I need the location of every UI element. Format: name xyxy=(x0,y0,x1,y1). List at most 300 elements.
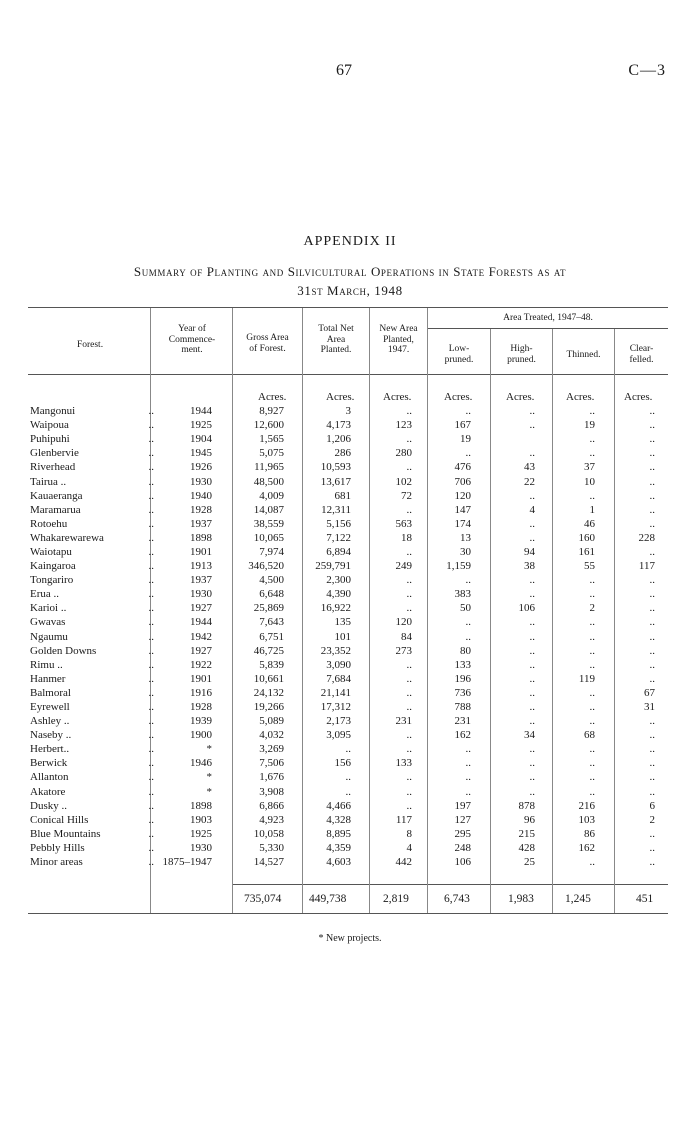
cell-clear: 67 xyxy=(644,686,655,699)
cell-net: 10,593 xyxy=(320,461,351,474)
cell-forest: Maramarua xyxy=(30,503,81,516)
cell-year: 1925 xyxy=(190,419,212,432)
leader-dots: .. xyxy=(148,743,154,756)
cell-forest: Erua .. xyxy=(30,588,60,601)
cell-forest: Allanton xyxy=(30,771,69,784)
cell-gross: 5,075 xyxy=(259,447,284,460)
cell-year: 1898 xyxy=(190,799,212,812)
cell-high: .. xyxy=(529,574,535,587)
cell-forest: Kaingaroa xyxy=(30,560,76,573)
cell-year: 1901 xyxy=(190,672,212,685)
cell-gross: 7,506 xyxy=(259,757,284,770)
header-net-line-2: Area xyxy=(326,334,346,345)
cell-high: .. xyxy=(529,588,535,601)
table-row xyxy=(30,644,659,658)
cell-net: 8,895 xyxy=(326,827,351,840)
cell-thinned: 103 xyxy=(578,813,595,826)
cell-new: 273 xyxy=(395,644,412,657)
cell-clear: .. xyxy=(649,489,655,502)
cell-thinned: 2 xyxy=(589,602,595,615)
cell-clear: .. xyxy=(649,419,655,432)
summary-title xyxy=(20,262,680,300)
cell-low: 196 xyxy=(454,672,471,685)
cell-net: 13,617 xyxy=(320,475,351,488)
cell-year: 1940 xyxy=(190,489,212,502)
cell-year: 1944 xyxy=(190,616,212,629)
cell-new: 563 xyxy=(395,517,412,530)
header-new-line-1: New Area xyxy=(379,324,418,334)
leader-dots: .. xyxy=(148,856,154,869)
cell-low: .. xyxy=(465,574,471,587)
table-row xyxy=(30,601,659,615)
cell-year: 1937 xyxy=(190,517,212,530)
header-gross-line-1: Gross Area xyxy=(246,333,289,343)
cell-clear: .. xyxy=(649,588,655,601)
cell-new: .. xyxy=(406,602,412,615)
cell-high: 43 xyxy=(524,461,535,474)
cell-high: 25 xyxy=(524,856,535,869)
total-low: 6,743 xyxy=(444,893,470,905)
cell-thinned: .. xyxy=(589,447,595,460)
header-year xyxy=(152,324,232,356)
cell-gross: 14,527 xyxy=(253,856,284,869)
cell-low: 197 xyxy=(454,799,471,812)
cell-high: .. xyxy=(529,405,535,418)
cell-high: .. xyxy=(529,672,535,685)
cell-clear: .. xyxy=(649,447,655,460)
cell-low: .. xyxy=(465,616,471,629)
cell-net: 12,311 xyxy=(321,503,351,516)
cell-year: 1928 xyxy=(190,701,212,714)
cell-thinned: 216 xyxy=(578,799,595,812)
leader-dots: .. xyxy=(148,813,154,826)
cell-clear: .. xyxy=(649,827,655,840)
leader-dots: .. xyxy=(148,461,154,474)
cell-thinned: .. xyxy=(589,757,595,770)
cell-clear: .. xyxy=(649,517,655,530)
header-gross-line-2: of Forest. xyxy=(249,343,286,354)
cell-year: 1925 xyxy=(190,827,212,840)
cell-low: .. xyxy=(465,771,471,784)
cell-thinned: .. xyxy=(589,743,595,756)
cell-gross: 1,676 xyxy=(259,771,284,784)
cell-gross: 4,009 xyxy=(259,489,284,502)
cell-forest: Glenbervie xyxy=(30,447,79,460)
cell-clear: .. xyxy=(649,545,655,558)
cell-thinned: 119 xyxy=(578,672,595,685)
cell-net: 21,141 xyxy=(320,686,351,699)
table-row xyxy=(30,446,659,460)
cell-year: 1875–1947 xyxy=(162,856,212,869)
cell-gross: 7,974 xyxy=(259,545,284,558)
summary-title-line-2: 31st March, 1948 xyxy=(297,283,403,298)
header-high-line-1: High- xyxy=(510,344,533,354)
cell-net: .. xyxy=(345,785,351,798)
cell-new: .. xyxy=(406,461,412,474)
cell-high: .. xyxy=(529,743,535,756)
cell-new: .. xyxy=(406,545,412,558)
table-row xyxy=(30,432,659,446)
header-forest: Forest. xyxy=(76,340,104,350)
cell-high: 94 xyxy=(524,545,535,558)
cell-clear: .. xyxy=(649,630,655,643)
cell-forest: Pebbly Hills xyxy=(30,841,85,854)
cell-thinned: 46 xyxy=(584,517,595,530)
leader-dots: .. xyxy=(148,560,154,573)
cell-gross: 6,648 xyxy=(259,588,284,601)
units-low: Acres. xyxy=(444,391,473,403)
cell-low: 706 xyxy=(454,475,471,488)
cell-gross: 4,032 xyxy=(259,729,284,742)
table-row xyxy=(30,672,659,686)
cell-year: 1939 xyxy=(190,715,212,728)
cell-forest: Golden Downs xyxy=(30,644,97,657)
cell-clear: .. xyxy=(649,616,655,629)
table-top-rule xyxy=(28,307,668,308)
table-row xyxy=(30,630,659,644)
cell-high: 34 xyxy=(524,729,535,742)
cell-clear: .. xyxy=(649,743,655,756)
cell-new: .. xyxy=(406,701,412,714)
cell-year: * xyxy=(206,771,212,784)
table-row xyxy=(30,474,659,488)
cell-thinned: .. xyxy=(589,658,595,671)
header-year-line-3: ment. xyxy=(181,345,203,355)
cell-forest: Waipoua xyxy=(30,419,69,432)
cell-net: 4,390 xyxy=(326,588,351,601)
cell-high: .. xyxy=(529,517,535,530)
cell-thinned: .. xyxy=(589,771,595,784)
leader-dots: .. xyxy=(148,729,154,742)
cell-high: 428 xyxy=(518,841,535,854)
cell-net: 2,173 xyxy=(326,715,351,728)
leader-dots: .. xyxy=(148,588,154,601)
leader-dots: .. xyxy=(148,799,154,812)
cell-new: .. xyxy=(406,743,412,756)
leader-dots: .. xyxy=(148,785,154,798)
leader-dots: .. xyxy=(148,841,154,854)
cell-new: .. xyxy=(406,729,412,742)
cell-high: .. xyxy=(529,658,535,671)
cell-high: .. xyxy=(529,419,535,432)
table-row xyxy=(30,813,659,827)
cell-new: 231 xyxy=(395,715,412,728)
cell-new: .. xyxy=(406,672,412,685)
header-clear-line-1: Clear- xyxy=(629,344,654,354)
leader-dots: .. xyxy=(148,827,154,840)
footnote: * New projects. xyxy=(318,933,382,944)
table-row xyxy=(30,827,659,841)
cell-low: 19 xyxy=(460,433,471,446)
cell-clear: .. xyxy=(649,757,655,770)
cell-clear: .. xyxy=(649,644,655,657)
cell-clear: .. xyxy=(649,461,655,474)
cell-thinned: 160 xyxy=(578,531,595,544)
cell-year: 1942 xyxy=(190,630,212,643)
cell-thinned: 10 xyxy=(584,475,595,488)
cell-new: 4 xyxy=(406,841,412,854)
cell-forest: Minor areas xyxy=(30,856,83,869)
cell-thinned: .. xyxy=(589,686,595,699)
cell-high: 4 xyxy=(529,503,535,516)
cell-forest: Hanmer xyxy=(30,672,66,685)
cell-thinned: .. xyxy=(589,701,595,714)
cell-forest: Waiotapu xyxy=(30,545,72,558)
cell-forest: Dusky .. xyxy=(30,799,67,812)
cell-low: 248 xyxy=(454,841,471,854)
cell-high: .. xyxy=(529,447,535,460)
cell-net: .. xyxy=(345,771,351,784)
leader-dots: .. xyxy=(148,405,154,418)
header-net-line-3: Planted. xyxy=(320,345,352,355)
leader-dots: .. xyxy=(148,630,154,643)
leader-dots: .. xyxy=(148,447,154,460)
leader-dots: .. xyxy=(148,715,154,728)
table-row xyxy=(30,799,659,813)
cell-clear: .. xyxy=(649,574,655,587)
cell-new: .. xyxy=(406,503,412,516)
cell-thinned: 37 xyxy=(584,461,595,474)
table-row xyxy=(30,714,659,728)
header-net xyxy=(303,324,369,356)
leader-dots: .. xyxy=(148,503,154,516)
header-bottom-rule xyxy=(28,374,668,375)
leader-dots: .. xyxy=(148,433,154,446)
cell-net: 286 xyxy=(334,447,351,460)
cell-clear: .. xyxy=(649,602,655,615)
cell-new: 117 xyxy=(395,813,412,826)
cell-new: .. xyxy=(406,658,412,671)
cell-high: .. xyxy=(529,630,535,643)
cell-forest: Herbert.. xyxy=(30,743,70,756)
table-row xyxy=(30,841,659,855)
table-row xyxy=(30,545,659,559)
leader-dots: .. xyxy=(148,517,154,530)
cell-forest: Karioi .. xyxy=(30,602,67,615)
cell-thinned: .. xyxy=(589,588,595,601)
summary-title-line-1: Summary of Planting and Silvicultural Operations in State Forests as at xyxy=(133,264,567,279)
header-year-line-2: Commence- xyxy=(168,334,216,345)
cell-forest: Whakarewarewa xyxy=(30,531,104,544)
cell-low: .. xyxy=(465,757,471,770)
cell-forest: Ashley .. xyxy=(30,715,70,728)
cell-high: 96 xyxy=(524,813,535,826)
header-new-line-2: Planted, xyxy=(383,334,414,345)
cell-new: 123 xyxy=(395,419,412,432)
cell-net: 101 xyxy=(334,630,351,643)
cell-forest: Ngaumu xyxy=(30,630,68,643)
cell-thinned: 161 xyxy=(578,545,595,558)
cell-gross: 1,565 xyxy=(259,433,284,446)
cell-gross: 14,087 xyxy=(253,503,284,516)
cell-high: 215 xyxy=(518,827,535,840)
cell-thinned: .. xyxy=(589,489,595,502)
cell-year: 1901 xyxy=(190,545,212,558)
cell-low: .. xyxy=(465,405,471,418)
table-row xyxy=(30,756,659,770)
table-row xyxy=(30,700,659,714)
cell-clear: .. xyxy=(649,658,655,671)
cell-gross: 4,923 xyxy=(259,813,284,826)
cell-forest: Puhipuhi xyxy=(30,433,70,446)
cell-low: 147 xyxy=(454,503,471,516)
cell-low: 50 xyxy=(460,602,471,615)
page-reference: C—3 xyxy=(628,62,666,79)
header-year-line-1: Year of xyxy=(178,324,206,334)
cell-high: .. xyxy=(529,489,535,502)
header-clear xyxy=(615,344,668,365)
leader-dots: .. xyxy=(148,489,154,502)
cell-thinned: 68 xyxy=(584,729,595,742)
cell-gross: 10,058 xyxy=(253,827,284,840)
header-treated-group: Area Treated, 1947–48. xyxy=(503,313,593,323)
cell-low: 295 xyxy=(454,827,471,840)
total-high: 1,983 xyxy=(508,893,534,905)
leader-dots: .. xyxy=(148,574,154,587)
cell-net: .. xyxy=(345,743,351,756)
cell-gross: 24,132 xyxy=(253,686,284,699)
cell-net: 4,328 xyxy=(326,813,351,826)
cell-new: 8 xyxy=(406,827,412,840)
table-row xyxy=(30,785,659,799)
cell-high: .. xyxy=(529,771,535,784)
units-gross: Acres. xyxy=(258,391,287,403)
header-clear-line-2: felled. xyxy=(629,354,654,365)
table-row xyxy=(30,531,659,545)
leader-dots: .. xyxy=(148,658,154,671)
cell-net: 156 xyxy=(334,757,351,770)
cell-net: 1,206 xyxy=(326,433,351,446)
cell-forest: Blue Mountains xyxy=(30,827,101,840)
table-row xyxy=(30,728,659,742)
cell-low: 127 xyxy=(454,813,471,826)
leader-dots: .. xyxy=(148,616,154,629)
cell-new: .. xyxy=(406,588,412,601)
cell-gross: 8,927 xyxy=(259,405,284,418)
header-low-line-2: pruned. xyxy=(444,354,474,365)
cell-low: 736 xyxy=(454,686,471,699)
cell-year: 1926 xyxy=(190,461,212,474)
cell-low: 13 xyxy=(460,531,471,544)
cell-thinned: 1 xyxy=(589,503,595,516)
cell-forest: Conical Hills xyxy=(30,813,89,826)
cell-clear: .. xyxy=(649,715,655,728)
cell-year: 1928 xyxy=(190,503,212,516)
table-row xyxy=(30,460,659,474)
cell-year: 1946 xyxy=(190,757,212,770)
table-row xyxy=(30,658,659,672)
cell-gross: 25,869 xyxy=(253,602,284,615)
cell-low: 788 xyxy=(454,701,471,714)
leader-dots: .. xyxy=(148,644,154,657)
appendix-title: APPENDIX II xyxy=(303,234,397,249)
cell-gross: 3,908 xyxy=(259,785,284,798)
cell-year: 1930 xyxy=(190,588,212,601)
header-low-line-1: Low- xyxy=(448,344,470,354)
leader-dots: .. xyxy=(148,602,154,615)
cell-low: 30 xyxy=(460,545,471,558)
cell-forest: Riverhead xyxy=(30,461,76,474)
cell-forest: Akatore xyxy=(30,785,66,798)
table-row xyxy=(30,503,659,517)
cell-high: .. xyxy=(529,701,535,714)
cell-low: .. xyxy=(465,743,471,756)
cell-thinned: .. xyxy=(589,630,595,643)
cell-low: 120 xyxy=(454,489,471,502)
cell-new: .. xyxy=(406,405,412,418)
header-low xyxy=(428,344,490,365)
cell-forest: Rimu .. xyxy=(30,658,63,671)
table-row xyxy=(30,587,659,601)
cell-year: * xyxy=(206,785,212,798)
table-row xyxy=(30,742,659,756)
cell-thinned: .. xyxy=(589,616,595,629)
table-row xyxy=(30,855,659,869)
cell-year: 1898 xyxy=(190,531,212,544)
leader-dots: .. xyxy=(148,475,154,488)
cell-clear: .. xyxy=(649,475,655,488)
cell-low: 167 xyxy=(454,419,471,432)
cell-low: .. xyxy=(465,785,471,798)
cell-year: 1922 xyxy=(190,658,212,671)
cell-year: 1927 xyxy=(190,644,212,657)
cell-gross: 10,065 xyxy=(253,531,284,544)
cell-clear: 6 xyxy=(649,799,655,812)
cell-low: .. xyxy=(465,630,471,643)
cell-low: 106 xyxy=(454,856,471,869)
cell-clear: .. xyxy=(649,433,655,446)
cell-clear: .. xyxy=(649,856,655,869)
treated-group-rule xyxy=(427,328,668,329)
cell-new: 133 xyxy=(395,757,412,770)
cell-clear: 31 xyxy=(644,701,655,714)
total-net: 449,738 xyxy=(309,893,347,905)
cell-clear: 228 xyxy=(638,531,655,544)
cell-new: 102 xyxy=(395,475,412,488)
cell-clear: .. xyxy=(649,672,655,685)
cell-gross: 4,500 xyxy=(259,574,284,587)
cell-thinned: 162 xyxy=(578,841,595,854)
cell-net: 4,173 xyxy=(326,419,351,432)
cell-high: .. xyxy=(529,616,535,629)
cell-gross: 5,089 xyxy=(259,715,284,728)
cell-forest: Kauaeranga xyxy=(30,489,83,502)
cell-year: 1930 xyxy=(190,475,212,488)
cell-forest: Mangonui xyxy=(30,405,76,418)
cell-gross: 346,520 xyxy=(248,560,284,573)
cell-forest: Tairua .. xyxy=(30,475,67,488)
cell-new: 442 xyxy=(395,856,412,869)
units-net: Acres. xyxy=(326,391,355,403)
header-high xyxy=(491,344,552,365)
table-row xyxy=(30,418,659,432)
cell-thinned: .. xyxy=(589,574,595,587)
cell-gross: 5,330 xyxy=(259,841,284,854)
cell-new: 280 xyxy=(395,447,412,460)
cell-year: 1945 xyxy=(190,447,212,460)
cell-high: 106 xyxy=(518,602,535,615)
cell-gross: 6,866 xyxy=(259,799,284,812)
cell-clear: .. xyxy=(649,405,655,418)
cell-low: .. xyxy=(465,447,471,460)
cell-high: .. xyxy=(529,757,535,770)
cell-forest: Gwavas xyxy=(30,616,66,629)
cell-thinned: 19 xyxy=(584,419,595,432)
leader-dots: .. xyxy=(148,419,154,432)
cell-new: .. xyxy=(406,771,412,784)
cell-low: 1,159 xyxy=(446,560,471,573)
leader-dots: .. xyxy=(148,672,154,685)
